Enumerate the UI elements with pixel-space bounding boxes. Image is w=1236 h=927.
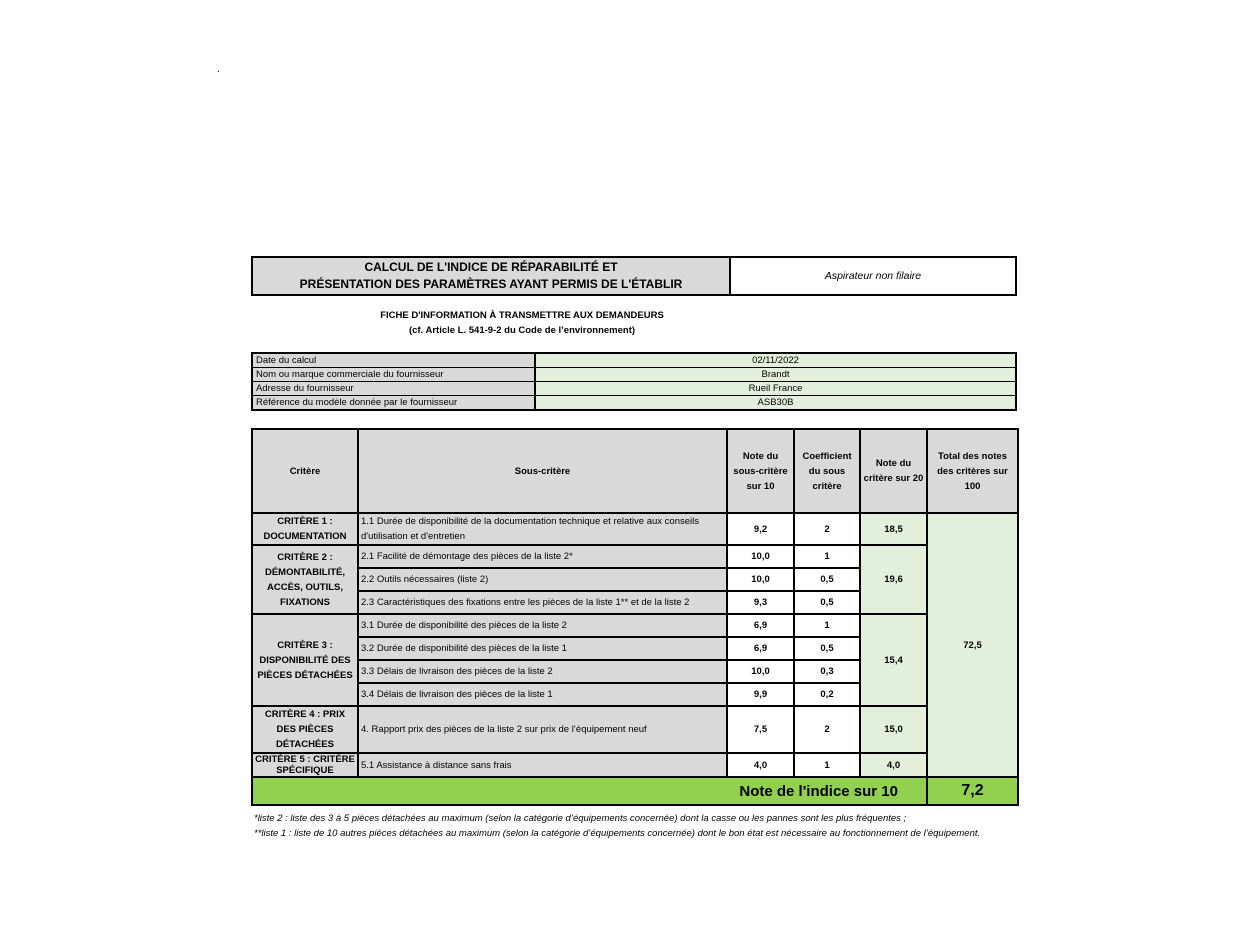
document-title <box>253 258 731 294</box>
subcriterion-coef: 0,5 <box>794 591 860 614</box>
footnote-2: **liste 1 : liste de 10 autres pièces détachées au maximum (selon la catégorie d’équipements concernée) dont le bon état est nécessaire au fonctionnement de l’équipement. <box>254 828 981 839</box>
subcriterion-coef: 2 <box>794 513 860 545</box>
criterion-name: CRITÈRE 4 : PRIX DES PIÈCES DÉTACHÉES <box>252 706 358 753</box>
final-score-label: Note de l'indice sur 10 <box>252 777 927 805</box>
info-value: ASB30B <box>535 396 1016 411</box>
col-header-coef: Coefficient du sous critère <box>794 429 860 513</box>
info-row <box>252 353 1016 368</box>
subcriterion-label: 2.2 Outils nécessaires (liste 2) <box>358 568 727 591</box>
subcriterion-note: 6,9 <box>727 614 794 637</box>
subcriterion-note: 10,0 <box>727 660 794 683</box>
header-box <box>251 256 1017 296</box>
info-value: Brandt <box>535 368 1016 382</box>
final-score-value: 7,2 <box>927 777 1018 805</box>
final-score-row <box>252 777 1018 805</box>
info-label: Nom ou marque commerciale du fournisseur <box>252 368 535 382</box>
table-header-row <box>252 429 1018 513</box>
table-row <box>252 545 1018 568</box>
subcriterion-coef: 0,5 <box>794 568 860 591</box>
criterion-name: CRITÈRE 2 : DÉMONTABILITÉ, ACCÈS, OUTILS, FIXATIONS <box>252 545 358 614</box>
title-line-2: PRÉSENTATION DES PARAMÈTRES AYANT PERMIS DE L'ÉTABLIR <box>299 277 683 291</box>
fiche-line-2: (cf. Article L. 541-9-2 du Code de l’environnement) <box>408 325 636 336</box>
stray-mark: . <box>217 64 220 75</box>
info-label: Référence du modèle donnée par le fournisseur <box>252 396 535 411</box>
table-row <box>252 706 1018 753</box>
subcriterion-label: 2.3 Caractéristiques des fixations entre les pièces de la liste 1** et de la liste 2 <box>358 591 727 614</box>
info-row <box>252 382 1016 396</box>
subcriterion-note: 9,2 <box>727 513 794 545</box>
fiche-subtitle <box>252 308 792 338</box>
subcriterion-coef: 0,2 <box>794 683 860 706</box>
subcriterion-label: 3.4 Délais de livraison des pièces de la liste 1 <box>358 683 727 706</box>
subcriterion-label: 2.1 Facilité de démontage des pièces de la liste 2* <box>358 545 727 568</box>
info-row <box>252 396 1016 411</box>
info-value: Rueil France <box>535 382 1016 396</box>
info-row <box>252 368 1016 382</box>
subcriterion-note: 9,3 <box>727 591 794 614</box>
total-score: 72,5 <box>927 513 1018 777</box>
info-table <box>251 352 1017 411</box>
subcriterion-label: 3.1 Durée de disponibilité des pièces de la liste 2 <box>358 614 727 637</box>
criterion-score: 4,0 <box>860 753 927 777</box>
subcriterion-coef: 1 <box>794 545 860 568</box>
col-header-total: Total des notes des critères sur 100 <box>927 429 1018 513</box>
criterion-name: CRITÈRE 1 : DOCUMENTATION <box>252 513 358 545</box>
title-line-1: CALCUL DE L'INDICE DE RÉPARABILITÉ ET <box>364 260 618 274</box>
col-header-sous-critere: Sous-critère <box>358 429 727 513</box>
subcriterion-note: 6,9 <box>727 637 794 660</box>
subcriterion-coef: 1 <box>794 753 860 777</box>
subcriterion-note: 10,0 <box>727 545 794 568</box>
product-type: Aspirateur non filaire <box>824 270 922 282</box>
criterion-score: 15,4 <box>860 614 927 706</box>
subcriterion-note: 9,9 <box>727 683 794 706</box>
criterion-name: CRITÈRE 5 : CRITÈRE SPÉCIFIQUE <box>252 753 358 777</box>
info-value: 02/11/2022 <box>535 353 1016 368</box>
criterion-score: 15,0 <box>860 706 927 753</box>
col-header-note-critere: Note du critère sur 20 <box>860 429 927 513</box>
subcriterion-coef: 0,5 <box>794 637 860 660</box>
subcriterion-note: 10,0 <box>727 568 794 591</box>
subcriterion-label: 1.1 Durée de disponibilité de la documentation technique et relative aux conseils d'utilisation et d'entretien <box>358 513 727 545</box>
subcriterion-label: 3.2 Durée de disponibilité des pièces de la liste 1 <box>358 637 727 660</box>
subcriterion-coef: 0,3 <box>794 660 860 683</box>
subcriterion-note: 4,0 <box>727 753 794 777</box>
info-label: Date du calcul <box>252 353 535 368</box>
info-label: Adresse du fournisseur <box>252 382 535 396</box>
score-table <box>251 428 1019 806</box>
fiche-line-1: FICHE D'INFORMATION À TRANSMETTRE AUX DEMANDEURS <box>380 310 664 321</box>
criterion-name: CRITÈRE 3 : DISPONIBILITÉ DES PIÈCES DÉTACHÉES <box>252 614 358 706</box>
subcriterion-label: 3.3 Délais de livraison des pièces de la liste 2 <box>358 660 727 683</box>
subcriterion-note: 7,5 <box>727 706 794 753</box>
subcriterion-label: 5.1 Assistance à distance sans frais <box>358 753 727 777</box>
col-header-critere: Critère <box>252 429 358 513</box>
footnote-1: *liste 2 : liste des 3 à 5 pièces détachées au maximum (selon la catégorie d’équipements concernée) dont la casse ou les pannes sont les plus fréquentes ; <box>254 813 907 824</box>
subcriterion-coef: 1 <box>794 614 860 637</box>
table-row <box>252 614 1018 637</box>
subcriterion-label: 4. Rapport prix des pièces de la liste 2 sur prix de l’équipement neuf <box>358 706 727 753</box>
col-header-note-sous: Note du sous-critère sur 10 <box>727 429 794 513</box>
subcriterion-coef: 2 <box>794 706 860 753</box>
footnotes <box>254 811 1014 841</box>
table-row <box>252 753 1018 777</box>
criterion-score: 19,6 <box>860 545 927 614</box>
criterion-score: 18,5 <box>860 513 927 545</box>
table-row <box>252 513 1018 545</box>
